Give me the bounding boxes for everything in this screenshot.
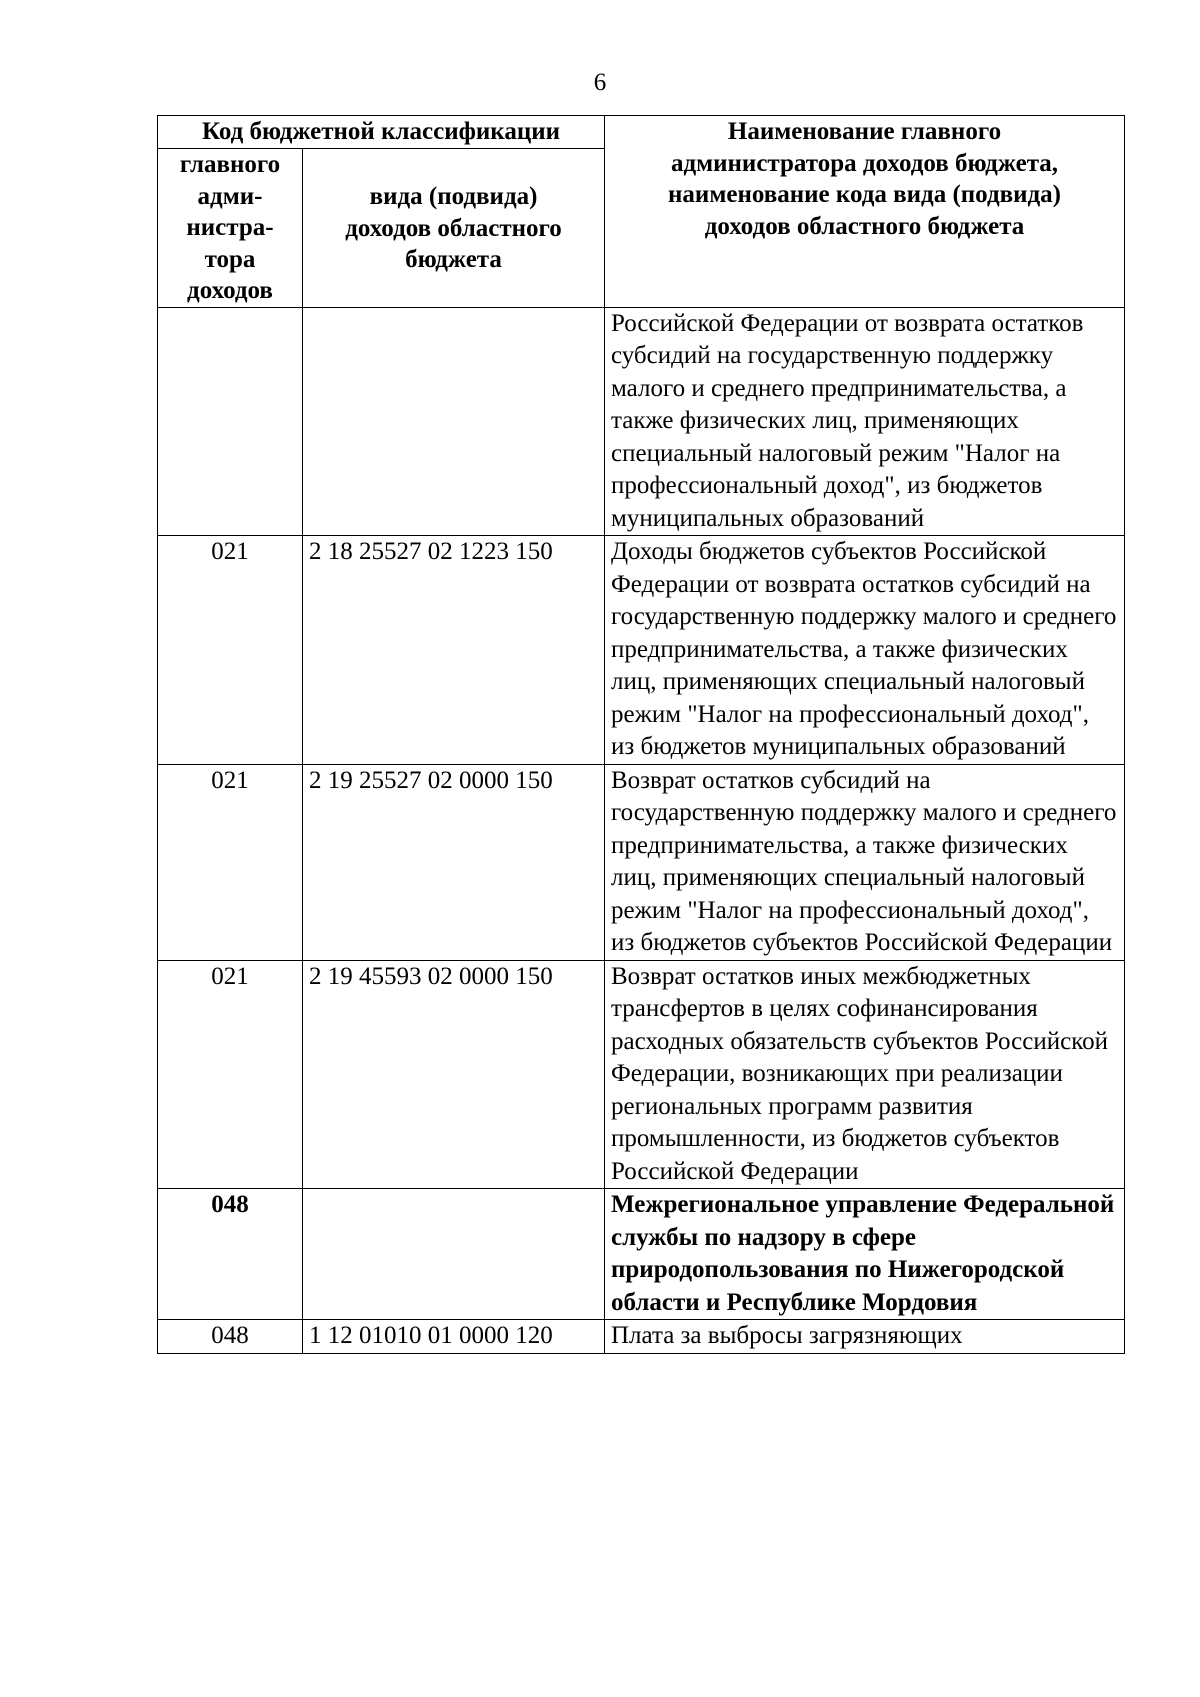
admin-code-cell: 048	[158, 1320, 303, 1354]
income-code-cell: 2 18 25527 02 1223 150	[303, 536, 605, 765]
income-name-cell: Плата за выбросы загрязняющих	[605, 1320, 1125, 1354]
organization-name-cell: Межрегиональное управление Федеральной службы по надзору в сфере природопользования по Нижегородской области и Республике Мордовия	[605, 1189, 1125, 1320]
admin-code-cell: 048	[158, 1189, 303, 1320]
table-row	[158, 536, 1125, 765]
income-name-cell: Российской Федерации от возврата остатков субсидий на государственную поддержку малого и среднего предпринимательства, а также физических лиц, применяющих специальный налоговый режим "Налог на профессиональный доход", из бюджетов муниципальных образований	[605, 307, 1125, 536]
income-code-cell	[303, 307, 605, 536]
table-row	[158, 1320, 1125, 1354]
header-budget-code-group: Код бюджетной классификации	[158, 116, 605, 149]
admin-code-cell: 021	[158, 960, 303, 1189]
table-row	[158, 960, 1125, 1189]
admin-code-cell: 021	[158, 764, 303, 960]
admin-code-cell: 021	[158, 536, 303, 765]
income-name-cell: Возврат остатков субсидий на государственную поддержку малого и среднего предпринимательства, а также физических лиц, применяющих специальный налоговый режим "Налог на профессиональный доход", из бюджетов субъектов Российской Федерации	[605, 764, 1125, 960]
page-number: 6	[593, 69, 607, 96]
table-header	[158, 116, 1125, 308]
income-name-cell: Доходы бюджетов субъектов Российской Федерации от возврата остатков субсидий на государственную поддержку малого и среднего предпринимательства, а также физических лиц, применяющих специальный налоговый режим "Налог на профессиональный доход", из бюджетов муниципальных образований	[605, 536, 1125, 765]
income-code-cell: 1 12 01010 01 0000 120	[303, 1320, 605, 1354]
table-row-organization	[158, 1189, 1125, 1320]
header-kind-column: вида (подвида) доходов областного бюджета	[303, 149, 605, 308]
admin-code-cell	[158, 307, 303, 536]
header-admin-column: главного адми- нистра- тора доходов	[158, 149, 303, 308]
budget-classification-table	[157, 115, 1125, 1354]
table-body	[158, 307, 1125, 1353]
income-code-cell: 2 19 45593 02 0000 150	[303, 960, 605, 1189]
header-name-column: Наименование главного администратора доходов бюджета, наименование кода вида (подвида) доходов областного бюджета	[605, 116, 1125, 308]
income-code-cell: 2 19 25527 02 0000 150	[303, 764, 605, 960]
income-name-cell: Возврат остатков иных межбюджетных трансфертов в целях софинансирования расходных обязательств субъектов Российской Федерации, возникающих при реализации региональных программ развития промышленности, из бюджетов субъектов Российской Федерации	[605, 960, 1125, 1189]
table-row	[158, 307, 1125, 536]
table-row	[158, 764, 1125, 960]
income-code-cell	[303, 1189, 605, 1320]
